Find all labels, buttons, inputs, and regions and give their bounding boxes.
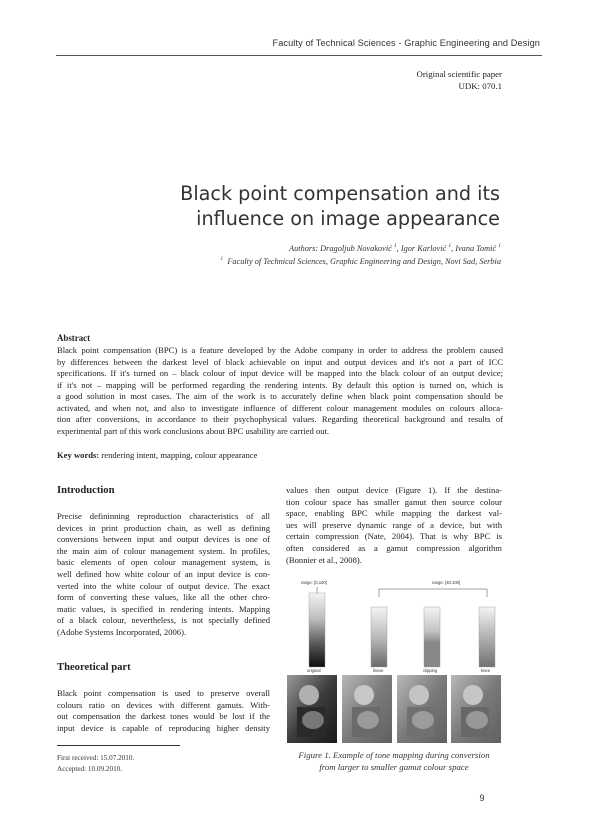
photo-original (287, 675, 337, 743)
range-left-label: range: [0,100] (301, 580, 327, 585)
affil-mark: 1 (448, 243, 452, 249)
right-column-line: often considered as a gamut compression algorithm (286, 543, 502, 553)
intro-line: form of converting these values, like all the other chro- (57, 592, 270, 603)
right-column-line: (Bonnier et al., 2008). (286, 554, 362, 565)
intro-line: conversions between input and output devices is one of (57, 534, 270, 545)
paper-title (100, 181, 500, 231)
bracket-right (379, 589, 487, 597)
page-number: 9 (479, 793, 485, 803)
title-line-1: Black point compensation and its (180, 182, 500, 205)
intro-line: basic elements of open colour management system, is (57, 557, 270, 568)
keywords-label: Key words: (57, 450, 100, 460)
udk-code: UDK: 070.1 (458, 81, 502, 91)
theory-line: input device is capable of reproducing higher density (57, 722, 270, 733)
introduction-heading: Introduction (57, 485, 115, 496)
tone-bar-knee (479, 607, 495, 667)
figure-caption-line-1: Figure 1. Example of tone mapping during conversion (298, 750, 490, 760)
intro-line: verted into the white colour of output device. The exact (57, 580, 270, 591)
affil-mark: 1 (393, 243, 397, 249)
intro-line: matic values, is specified in rendering intents. Mapping (57, 603, 270, 614)
author-3: Ivana Tomić (455, 243, 497, 253)
footnote-rule (57, 745, 180, 746)
abstract-line: activated, and when not, and also to investigate influence of different colour management modules on colours alloca- (57, 402, 503, 413)
abstract-line: tion after conversions, in accordance to their psychophysical values. Regarding theoretical background and results of (57, 414, 503, 424)
keywords (57, 450, 257, 460)
title-line-2: influence on image appearance (196, 207, 500, 230)
authors-prefix: Authors: (289, 243, 321, 253)
abstract-line: by differences between the darkest level of black achievable on input and output devices and it's not a part of ICC (57, 356, 503, 367)
theory-line: Black point compensation is used to preserve overall (57, 688, 270, 698)
figure-1 (287, 575, 501, 745)
abstract-line: experimental part of this work conclusions about BPC usability are carried out. (57, 425, 330, 436)
abstract-line: if it's not – mapping will be performed regarding the rendering intents. By default this option is turned on, which is (57, 379, 503, 390)
figure-caption-line-2: from larger to smaller gamut colour space (319, 762, 469, 772)
right-column-line: certain compression (Nate, 2004). That is why BPC is (286, 531, 502, 542)
affil-mark: 1 (220, 256, 224, 262)
author-2: Igor Karlović (400, 243, 447, 253)
photo-knee (451, 675, 501, 743)
tone-bar-original (309, 593, 325, 667)
bar-label-clipping: clipping (423, 668, 438, 673)
intro-line: (Adobe Systems Incorporated, 2006). (57, 627, 187, 637)
intro-line: well defined how white colour of an input device is con- (57, 569, 270, 579)
theoretical-heading: Theoretical part (57, 662, 131, 673)
author-1: Dragoljub Novaković (320, 243, 392, 253)
affil-mark: 1 (498, 243, 501, 249)
affiliation: Faculty of Technical Sciences, Graphic Engineering and Design, Novi Sad, Serbia (227, 256, 501, 266)
affiliation-line (220, 256, 501, 266)
header-rule (56, 55, 542, 56)
abstract-line: specifications. If it's turned on – black colour of input device will be mapped into the black colour of an output device; (57, 368, 503, 378)
right-column-line: ues will preserve dynamic range of a device, but with (286, 519, 502, 530)
tone-bar-linear (371, 607, 387, 667)
abstract-heading: Abstract (57, 333, 91, 343)
running-head: Faculty of Technical Sciences - Graphic Engineering and Design (272, 38, 540, 48)
theory-line: out compensation the darkest tones would be lost if the (57, 711, 270, 722)
authors-line: Authors: Dragoljub Novaković $^1$, Igor Karlović $^1$, Ivana Tomić $^1$ (289, 243, 501, 253)
abstract-line: Black point compensation (BPC) is a feature developed by the Adobe company in order to address the problem caused (57, 345, 503, 355)
first-received: First received: 15.07.2010. (57, 754, 135, 762)
right-column-line: tion colour space has smaller gamut then source colour (286, 496, 502, 507)
abstract-line: a good solution in most cases. The aim of the work is to accurately define when black point compensation should be (57, 391, 503, 401)
accepted-date: Accepted: 10.09.2010. (57, 765, 123, 773)
bar-label-linear: linear (373, 668, 384, 673)
bar-label-original: original (307, 668, 321, 673)
right-column-line: values then output device (Figure 1). If the destina- (286, 485, 502, 495)
right-column-line: space, enabling BPC while mapping the darkest val- (286, 508, 502, 519)
tone-bar-clipping (424, 607, 440, 667)
range-right-label: range: [40,100] (432, 580, 461, 585)
theory-line: colours ratio on devices with different gamuts. With- (57, 699, 270, 710)
intro-line: of a black colour, nevertheless, is not specially defined (57, 615, 270, 626)
intro-line: the main aim of colour management system. In profiles, (57, 545, 270, 556)
photo-clipping (397, 675, 447, 743)
photo-linear (342, 675, 392, 743)
intro-line: devices in print production chain, as well as defining (57, 522, 270, 533)
keywords-text: rendering intent, mapping, colour appearance (99, 450, 258, 460)
paper-type: Original scientific paper (416, 69, 502, 79)
bar-label-knee: knee (481, 668, 491, 673)
intro-line: Precise defininning reproduction characteristics of all (57, 511, 270, 521)
